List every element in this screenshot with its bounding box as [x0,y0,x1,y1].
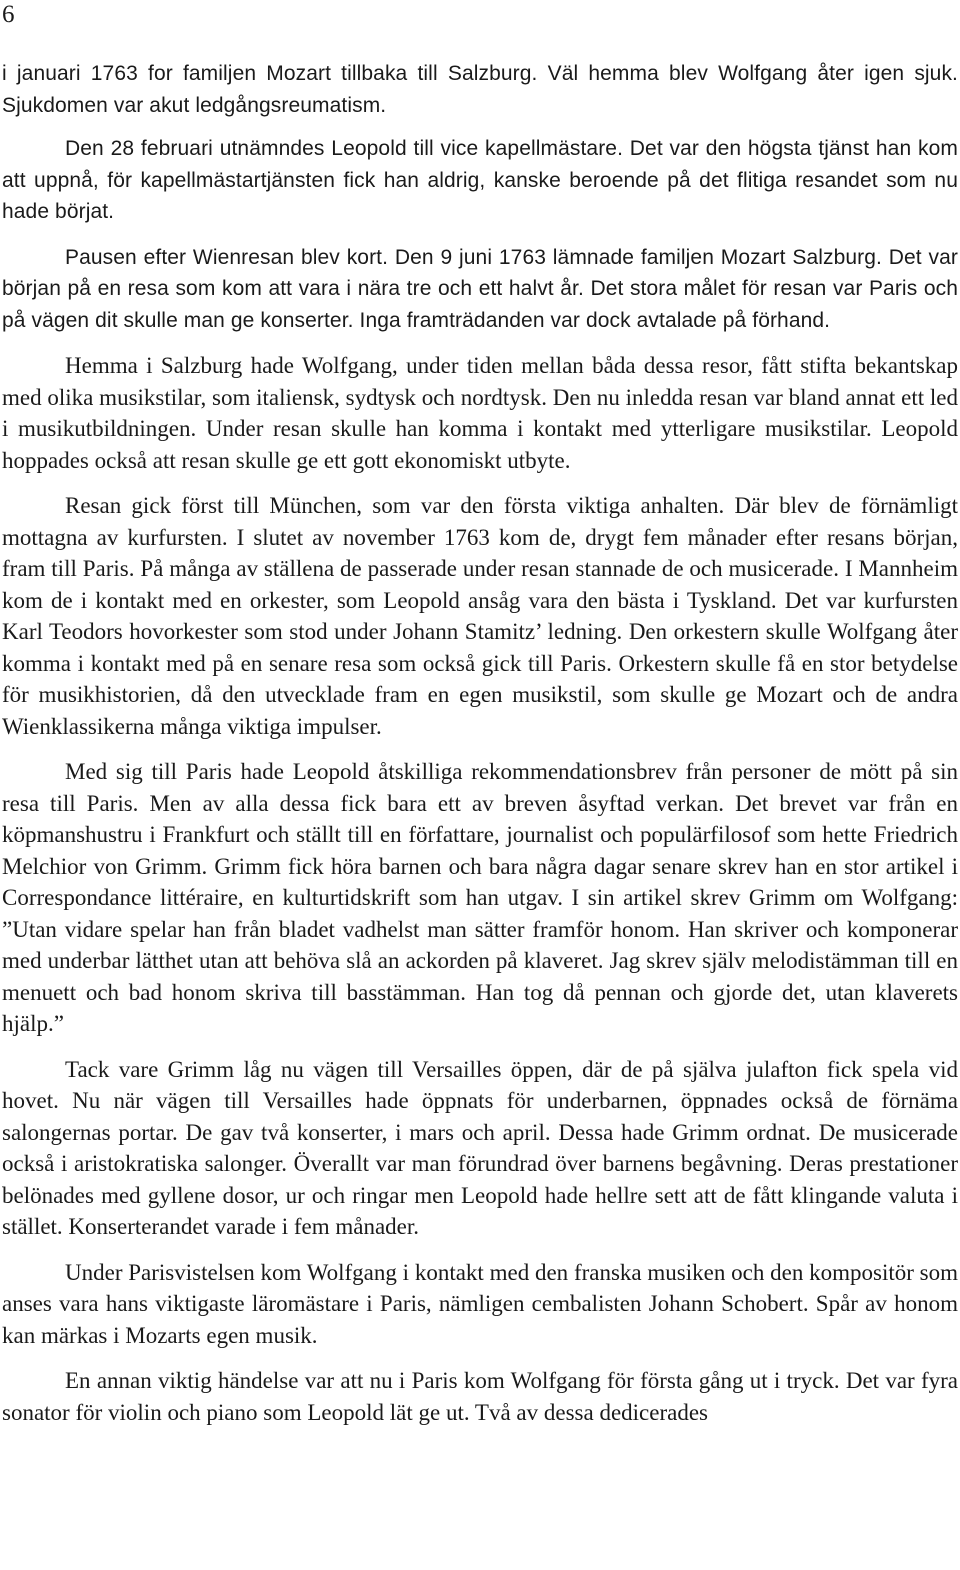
paragraph-munich-mannheim: Resan gick först till München, som var den första viktiga anhalten. Där blev de förnämligt mottagna av kurfursten. I slutet av november 1763 kom de, drygt fem månader efter resans början, fram till Paris. På många av ställena de passerade under resan stannade de och musicerade. I Mannheim kom de i kontakt med en orkester, som Leopold ansåg vara den bästa i Tyskland. Det var kurfursten Karl Teodors hovorkester som stod under Johann Stamitz’ ledning. Den orkestern skulle Wolfgang åter komma i kontakt med på en senare resa som också gick till Paris. Orkestern skulle få en stor betydelse för musikhistorien, då den utvecklade fram en egen musikstil, som skulle ge Mozart och de andra Wienklassikerna många viktiga impulser. [2,493,958,739]
paragraph-first-print: En annan viktig händelse var att nu i Paris kom Wolfgang för första gång ut i tryck. Det var fyra sonator för violin och piano som Leopold lät ge ut. Två av dessa dedicerades [2,1368,958,1425]
paragraph-versailles: Tack vare Grimm låg nu vägen till Versailles öppen, där de på själva julafton fick spela vid hovet. Nu när vägen till Versailles hade öppnats för underbarnen, öppnades också de förnäma salongernas portar. De gav två konserter, i mars och april. Dessa hade Grimm ordnat. De musicerade också i aristokratiska salonger. Överallt var man förundrad över barnens begåvning. Deras prestationer belönades med gyllene dosor, ur och ringar men Leopold hade hellre sett att de fått klingande valuta i stället. Konserterandet varade i fem månader. [2,1056,958,1239]
paragraph-schobert: Under Parisvistelsen kom Wolfgang i kontakt med den franska musiken och den kompositör som anses vara hans viktigaste läromästare i Paris, nämligen cembalisten Johann Schobert. Spår av honom kan märkas i Mozarts egen musik. [2,1259,958,1348]
page-number: 6 [2,1,15,28]
paragraph-leopold-appointment: Den 28 februari utnämndes Leopold till vice kapellmästare. Det var den högsta tjänst han kom att uppnå, för kapellmästartjänsten fick han aldrig, kanske beroende på det flitiga resandet som nu hade börjat. [2,137,958,223]
paragraph-grimm-letter: Med sig till Paris hade Leopold åtskilliga rekommendationsbrev från personer de mött på sin resa till Paris. Men av alla dessa fick bara ett av breven åsyftad verkan. Det brevet var från en köpmanshustru i Frankfurt och ställt till en författare, journalist och populärfilosof som hette Friedrich Melchior von Grimm. Grimm fick höra barnen och bara några dagar senare skrev han en stor artikel i Correspondance littéraire, en kulturtidskrift som han utgav. I sin artikel skrev Grimm om Wolfgang: ”Utan vidare spelar han från bladet vadhelst man sätter framför honom. Han skriver och komponerar med underbar lätthet utan att behöva slå an ackorden på klaveret. Jag skrev själv melodistämman till en menuett och bad honom skriva till basstämman. Han tog då pennan och gjorde det, utan klaverets hjälp.” [2,759,958,1036]
paragraph-continued: i januari 1763 for familjen Mozart tillbaka till Salzburg. Väl hemma blev Wolfgang åter igen sjuk. Sjukdomen var akut ledgångsreumatism. [2,62,958,117]
paragraph-music-styles: Hemma i Salzburg hade Wolfgang, under tiden mellan båda dessa resor, fått stifta bekantskap med olika musikstilar, som italiensk, sydtysk och nordtysk. Den nu inledda resan var bland annat ett led i musikutbildningen. Under resan skulle han komma i kontakt med ytterligare musikstilar. Leopold hoppades också att resan skulle ge ett gott ekonomiskt utbyte. [2,353,958,473]
body-text [2,58,958,1428]
paragraph-paris-journey-start: Pausen efter Wienresan blev kort. Den 9 juni 1763 lämnade familjen Mozart Salzburg. Det var början på en resa som kom att vara i nära tre och ett halvt år. Det stora målet för resan var Paris och på vägen dit skulle man ge konserter. Inga framträdanden var dock avtalade på förhand. [2,245,958,332]
